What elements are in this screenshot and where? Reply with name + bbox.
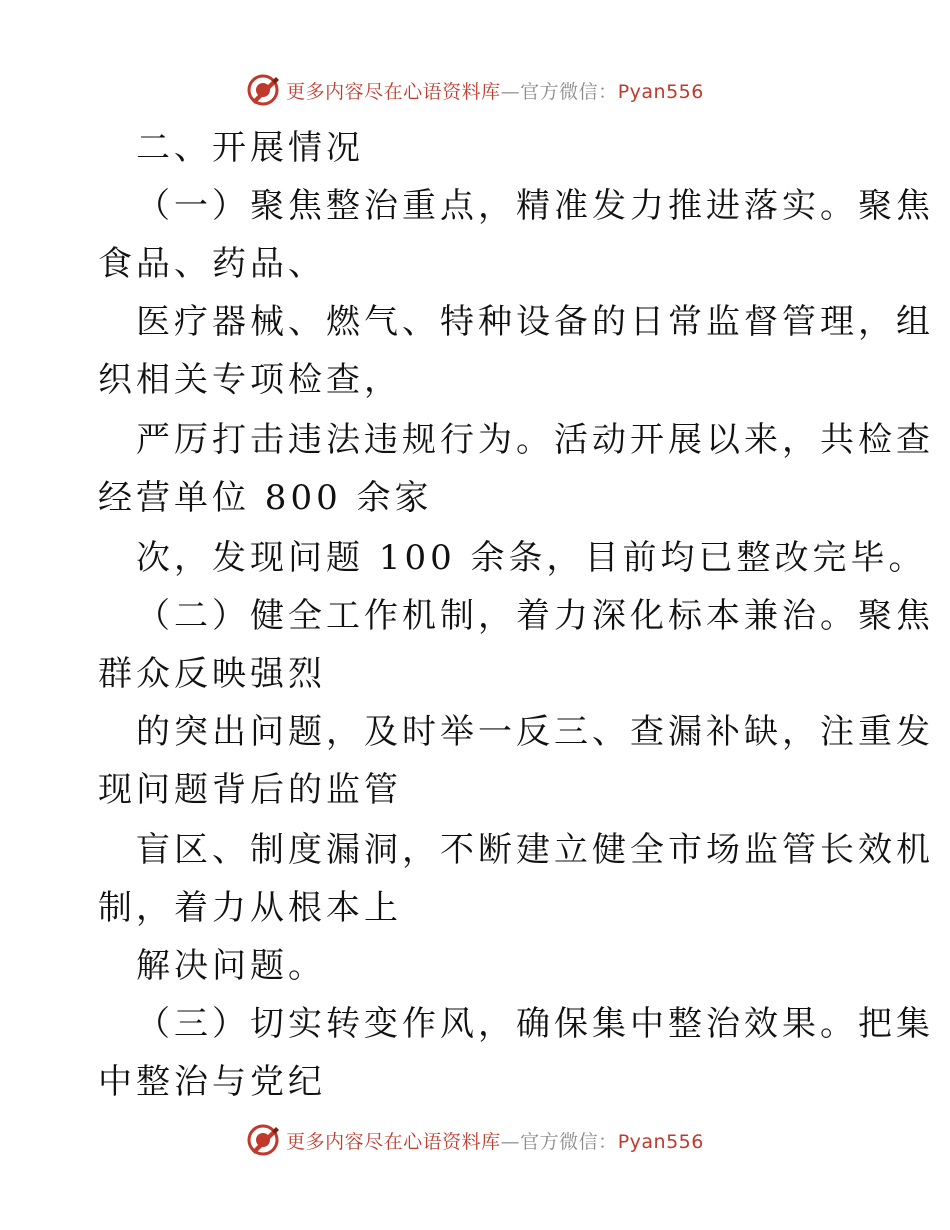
watermark-official: 官方微信：: [520, 1130, 618, 1153]
watermark-wechat-id: Pyan556: [617, 80, 704, 103]
paragraph-line: 现问题背后的监管: [98, 770, 402, 810]
watermark-wechat-id: Pyan556: [617, 1130, 704, 1153]
watermark-official: 官方微信：: [520, 80, 618, 103]
watermark-main: 更多内容尽在心语资料库: [286, 80, 501, 103]
watermark-footer: [0, 1120, 950, 1160]
section-heading: 二、开展情况: [136, 128, 364, 168]
pen-logo-icon: [246, 1123, 280, 1157]
paragraph-line: 制，着力从根本上: [98, 888, 402, 928]
watermark-main: 更多内容尽在心语资料库: [286, 1130, 501, 1153]
paragraph-line: （一）聚焦整治重点，精准发力推进落实。聚焦: [136, 186, 934, 226]
paragraph-line: 织相关专项检查，: [98, 360, 402, 400]
paragraph-line: （三）切实转变作风，确保集中整治效果。把集: [136, 1004, 934, 1044]
watermark-dash: —: [500, 80, 521, 103]
pen-logo-icon: [246, 73, 280, 107]
paragraph-line: 的突出问题，及时举一反三、查漏补缺，注重发: [136, 712, 934, 752]
watermark-dash: —: [500, 1130, 521, 1153]
paragraph-line: 盲区、制度漏洞，不断建立健全市场监管长效机: [136, 830, 934, 870]
watermark-text: [286, 1127, 704, 1154]
paragraph-line: 群众反映强烈: [98, 654, 326, 694]
paragraph-line: 严厉打击违法违规行为。活动开展以来，共检查: [136, 420, 934, 460]
paragraph-line: 次，发现问题 100 余条，目前均已整改完毕。: [136, 538, 927, 578]
watermark-header: [0, 70, 950, 110]
paragraph-line: 解决问题。: [136, 946, 326, 986]
paragraph-line: 中整治与党纪: [98, 1062, 326, 1102]
paragraph-line: （二）健全工作机制，着力深化标本兼治。聚焦: [136, 596, 934, 636]
paragraph-line: 医疗器械、燃气、特种设备的日常监督管理，组: [136, 302, 934, 342]
watermark-text: [286, 77, 704, 104]
paragraph-line: 食品、药品、: [98, 244, 326, 284]
paragraph-line: 经营单位 800 余家: [98, 478, 433, 518]
